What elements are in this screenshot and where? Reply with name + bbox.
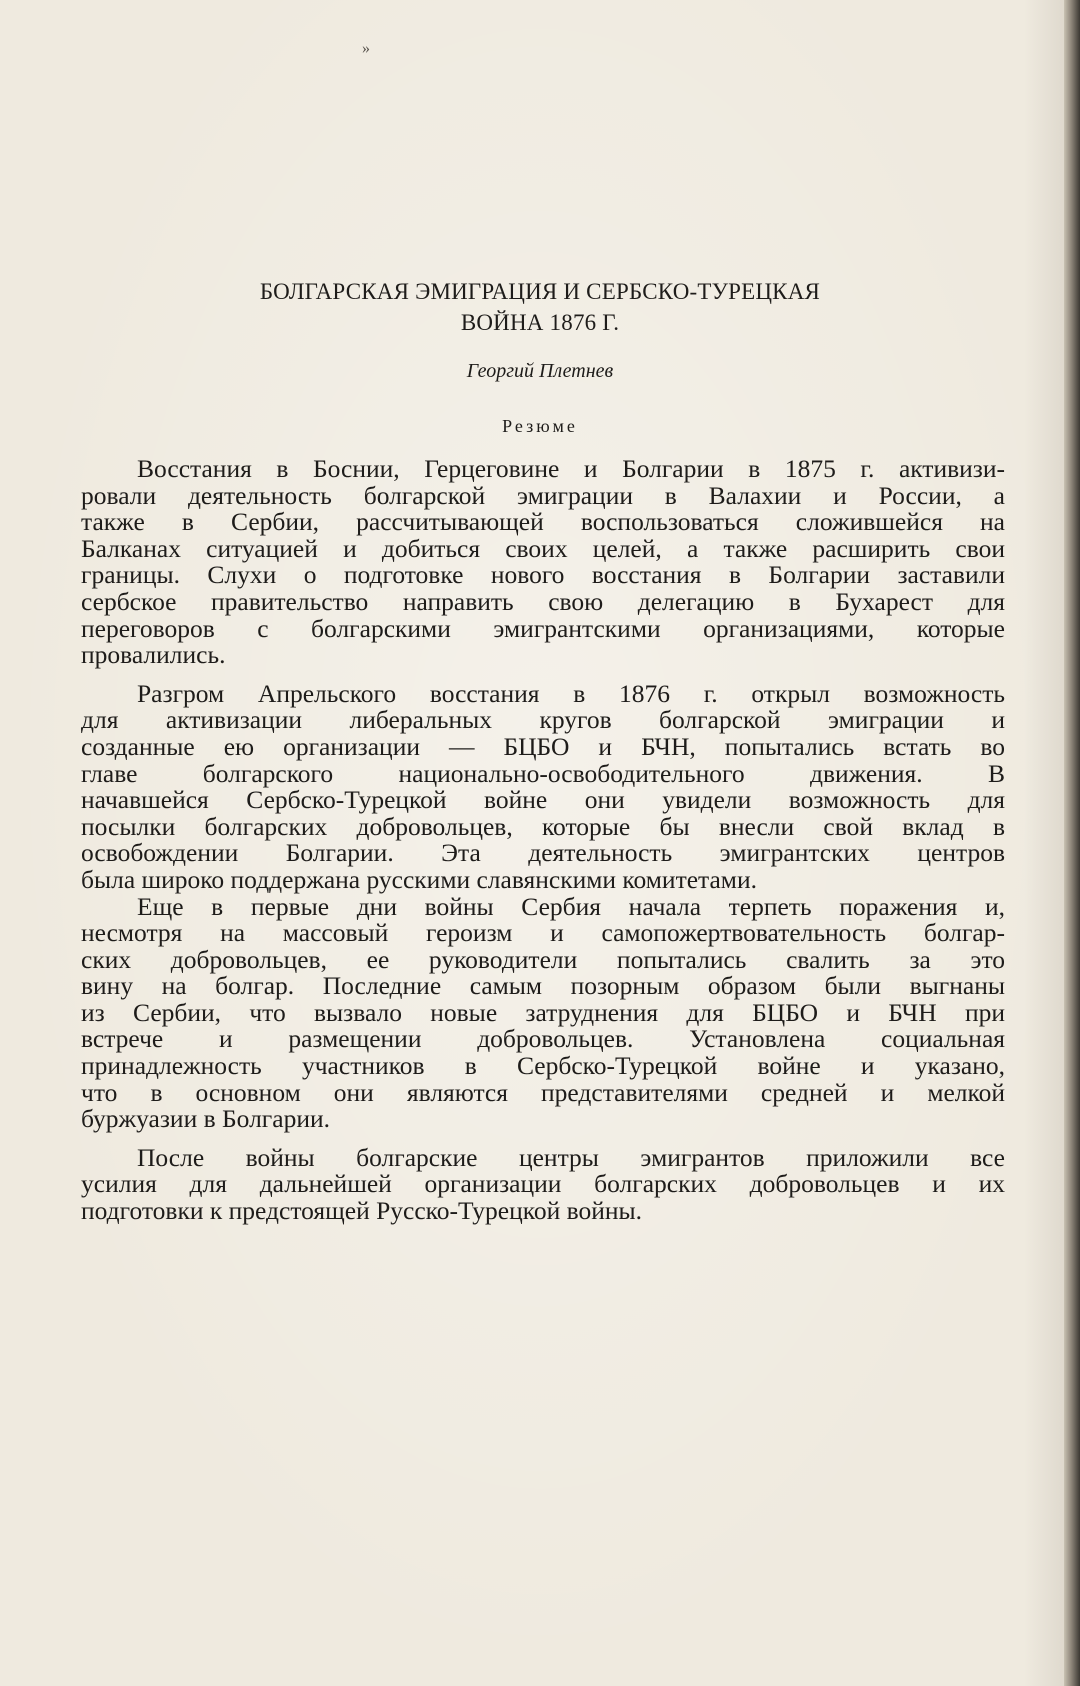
paragraph	[81, 678, 1005, 894]
section-label: Резюме	[502, 416, 578, 436]
summary-body	[81, 456, 1005, 1225]
text-line: освобождении Болгарии. Эта деятельность эмигрантских центров	[81, 838, 1005, 868]
text-line: Восстания в Боснии, Герцеговине и Болгарии в 1875 г. активизи-	[137, 454, 1005, 483]
text-line: буржуазии в Болгарии.	[81, 1104, 330, 1134]
article-title	[0, 276, 1080, 338]
text-line: для активизации либеральных кругов болгарской эмиграции и	[81, 705, 1005, 735]
text-line: из Сербии, что вызвало новые затруднения для БЦБО и БЧН при	[81, 997, 1005, 1027]
text-line: главе болгарского национально-освободительного движения. В	[81, 758, 1005, 788]
text-line: усилия для дальнейшей организации болгарских добровольцев и их	[81, 1169, 1005, 1199]
print-mark: »	[362, 40, 370, 57]
text-line: также в Сербии, рассчитывающей воспользоваться сложившейся на	[81, 507, 1005, 537]
page-edge	[1064, 0, 1080, 1686]
text-line: границы. Слухи о подготовке нового восстания в Болгарии заставили	[81, 560, 1005, 590]
text-line: сербское правительство направить свою делегацию в Бухарест для	[81, 586, 1005, 616]
paragraph	[81, 456, 1005, 669]
text-line: несмотря на массовый героизм и самопожертвовательность болгар-	[81, 918, 1005, 948]
text-line: Балканах ситуацией и добиться своих целей, а также расширить свои	[81, 533, 1005, 563]
text-line: Разгром Апрельского восстания в 1876 г. открыл возможность	[137, 678, 1005, 708]
text-line: созданные ею организации — БЦБО и БЧН, попытались встать во	[81, 731, 1005, 761]
text-line: После войны болгарские центры эмигрантов приложили все	[137, 1142, 1005, 1172]
text-line: вину на болгар. Последние самым позорным образом были выгнаны	[81, 971, 1005, 1001]
text-line: что в основном они являются представителями средней и мелкой	[81, 1077, 1005, 1107]
title-line-1: БОЛГАРСКАЯ ЭМИГРАЦИЯ И СЕРБСКО-ТУРЕЦКАЯ	[259, 279, 821, 304]
text-line: была широко поддержана русскими славянскими комитетами.	[81, 864, 757, 894]
page-edge-shadow	[1024, 0, 1064, 1686]
text-line: ских добровольцев, ее руководители попытались свалить за это	[81, 944, 1005, 974]
paragraph	[81, 891, 1005, 1134]
author-name: Георгий Плетнев	[466, 360, 614, 382]
text-line: начавшейся Сербско-Турецкой войне они увидели возможность для	[81, 785, 1005, 815]
text-line: посылки болгарских добровольцев, которые бы внесли свой вклад в	[81, 811, 1005, 841]
text-line: встрече и размещении добровольцев. Установлена социальная	[81, 1024, 1005, 1054]
text-line: провалились.	[81, 640, 226, 670]
text-line: ровали деятельность болгарской эмиграции в Валахии и России, а	[81, 480, 1005, 510]
title-line-2: ВОЙНА 1876 Г.	[460, 310, 620, 335]
text-line: Еще в первые дни войны Сербия начала терпеть поражения и,	[137, 891, 1005, 921]
text-line: принадлежность участников в Сербско-Турецкой войне и указано,	[81, 1051, 1005, 1081]
paragraph	[81, 1142, 1005, 1226]
text-line: переговоров с болгарскими эмигрантскими организациями, которые	[81, 613, 1005, 643]
text-line: подготовки к предстоящей Русско-Турецкой войны.	[81, 1196, 643, 1226]
